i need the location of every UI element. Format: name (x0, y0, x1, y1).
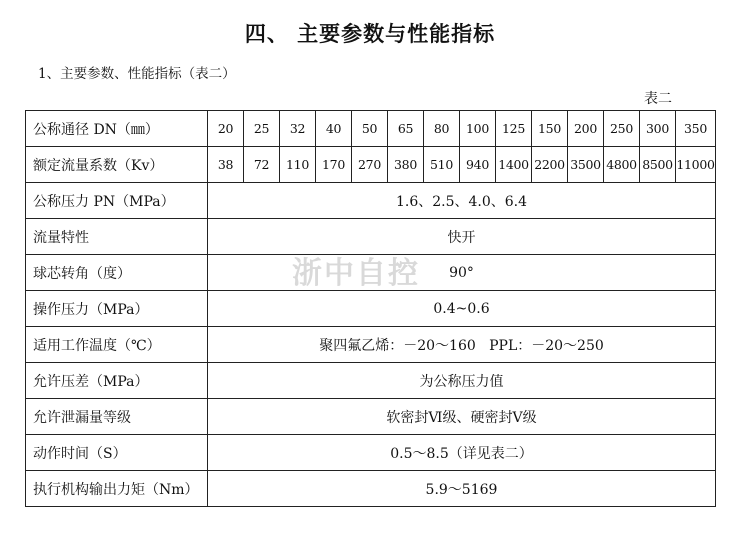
row-label-op-pressure: 操作压力（MPa） (26, 291, 208, 327)
dn-cell: 125 (496, 111, 532, 147)
flow-value: 快开 (208, 219, 716, 255)
row-label-torque: 执行机构输出力矩（Nm） (26, 471, 208, 507)
kv-cell: 510 (424, 147, 460, 183)
table-row (26, 255, 716, 291)
op-pressure-value: 0.4~0.6 (208, 291, 716, 327)
table-row (26, 399, 716, 435)
kv-cell: 2200 (532, 147, 568, 183)
table-row (26, 291, 716, 327)
table-row (26, 327, 716, 363)
pn-value: 1.6、2.5、4.0、6.4 (208, 183, 716, 219)
dn-cell: 150 (532, 111, 568, 147)
section-subtitle: 1、主要参数、性能指标（表二） (38, 66, 236, 82)
kv-cell: 380 (388, 147, 424, 183)
row-label-kv: 额定流量系数（Kv） (26, 147, 208, 183)
dn-cell: 300 (640, 111, 676, 147)
kv-cell: 3500 (568, 147, 604, 183)
row-label-dn: 公称通径 DN（㎜） (26, 111, 208, 147)
row-label-leak: 允许泄漏量等级 (26, 399, 208, 435)
section-title: 四、 主要参数与性能指标 (244, 22, 496, 46)
row-label-flow: 流量特性 (26, 219, 208, 255)
watermark: 浙中自控 (292, 256, 420, 291)
kv-cell: 110 (280, 147, 316, 183)
table-row (26, 111, 716, 147)
table-row (26, 147, 716, 183)
row-label-temp: 适用工作温度（℃） (26, 327, 208, 363)
table-row (26, 183, 716, 219)
dn-cell: 100 (460, 111, 496, 147)
dn-cell: 50 (352, 111, 388, 147)
torque-value: 5.9～5169 (208, 471, 716, 507)
row-label-time: 动作时间（S） (26, 435, 208, 471)
dn-cell: 32 (280, 111, 316, 147)
kv-cell: 38 (208, 147, 244, 183)
dn-cell: 20 (208, 111, 244, 147)
angle-value: 90° (208, 255, 716, 291)
kv-cell: 72 (244, 147, 280, 183)
table-caption: 表二 (644, 91, 672, 107)
leak-value: 软密封Ⅵ级、硬密封Ⅴ级 (208, 399, 716, 435)
row-label-pn: 公称压力 PN（MPa） (26, 183, 208, 219)
kv-cell: 1400 (496, 147, 532, 183)
dn-cell: 40 (316, 111, 352, 147)
kv-cell: 170 (316, 147, 352, 183)
kv-cell: 270 (352, 147, 388, 183)
parameters-table (25, 110, 716, 507)
dn-cell: 25 (244, 111, 280, 147)
time-value: 0.5～8.5（详见表二） (208, 435, 716, 471)
dn-cell: 200 (568, 111, 604, 147)
table-row (26, 363, 716, 399)
kv-cell: 4800 (604, 147, 640, 183)
table-row (26, 471, 716, 507)
table-row (26, 435, 716, 471)
kv-cell: 11000 (676, 147, 716, 183)
dn-cell: 250 (604, 111, 640, 147)
kv-cell: 940 (460, 147, 496, 183)
dn-cell: 80 (424, 111, 460, 147)
dn-cell: 350 (676, 111, 716, 147)
kv-cell: 8500 (640, 147, 676, 183)
table-row (26, 219, 716, 255)
temp-value: 聚四氟乙烯：－20～160 PPL：－20～250 (208, 327, 716, 363)
dn-cell: 65 (388, 111, 424, 147)
row-label-angle: 球芯转角（度） (26, 255, 208, 291)
diff-value: 为公称压力值 (208, 363, 716, 399)
row-label-diff: 允许压差（MPa） (26, 363, 208, 399)
